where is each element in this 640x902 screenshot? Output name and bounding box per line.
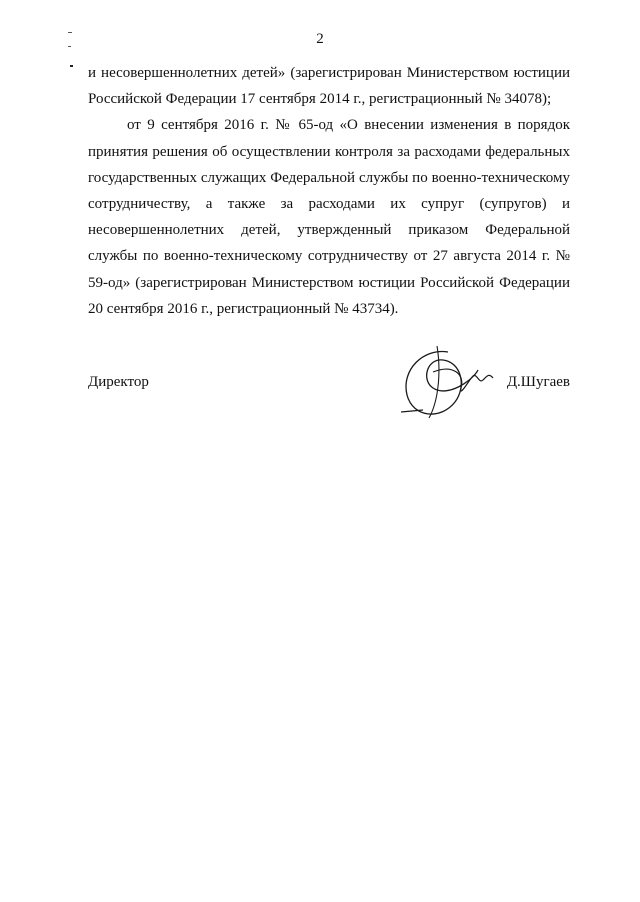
signer-name: Д.Шугаев (506, 374, 570, 390)
body-paragraph: от 9 сентября 2016 г. № 65-од «О внесении изменения в порядок принятия решения об осуществлении контроля за расходами федеральных государственных служащих Федеральной службы по военно-техническому сотрудничеству, а также за расходами их супруг (супругов) и несовершеннолетних детей, утвержденный приказом Федеральной службы по военно-техническому сотрудничеству от 27 августа 2014 г. № 59-од» (зарегистрирован Министерством юстиции Российской Федерации 20 сентября 2016 г., регистрационный № 43734). (88, 117, 570, 317)
page-number: 2 (316, 31, 324, 47)
handwritten-signature (393, 340, 513, 440)
scan-artifact (70, 65, 73, 67)
document-body (88, 60, 570, 322)
body-paragraph: и несовершеннолетних детей» (зарегистрирован Министерством юстиции Российской Федерации 17 сентября 2014 г., регистрационный № 34078); (88, 65, 570, 108)
signature-block (88, 372, 570, 452)
signer-title: Директор (88, 374, 149, 390)
